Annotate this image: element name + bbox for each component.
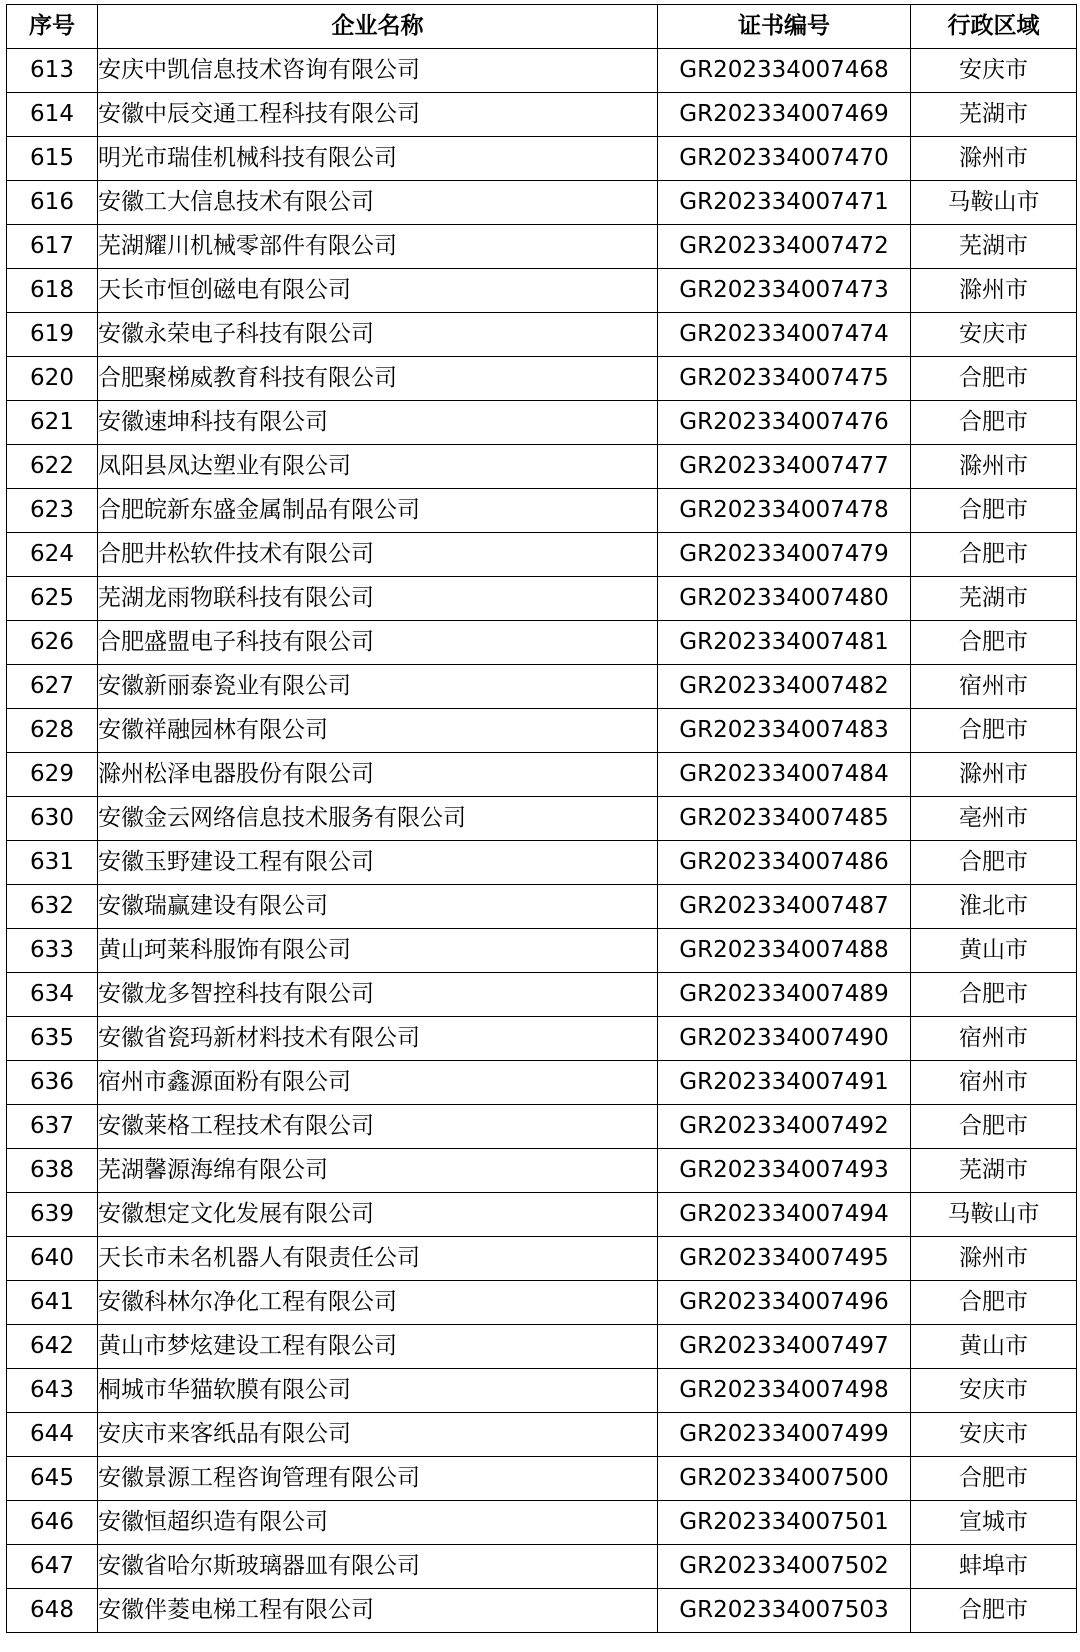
table-row	[7, 709, 1077, 753]
company-name: 安徽金云网络信息技术服务有限公司	[98, 797, 658, 841]
table-row	[7, 533, 1077, 577]
region-name: 合肥市	[911, 533, 1077, 577]
certificate-number: GR202334007476	[658, 401, 911, 445]
row-index: 640	[7, 1237, 98, 1281]
table-row	[7, 1017, 1077, 1061]
certificate-number: GR202334007478	[658, 489, 911, 533]
table-row	[7, 181, 1077, 225]
certificate-number: GR202334007475	[658, 357, 911, 401]
table-row	[7, 269, 1077, 313]
region-name: 滁州市	[911, 753, 1077, 797]
table-row	[7, 973, 1077, 1017]
company-name: 安庆中凯信息技术咨询有限公司	[98, 49, 658, 93]
company-name: 滁州松泽电器股份有限公司	[98, 753, 658, 797]
row-index: 635	[7, 1017, 98, 1061]
region-name: 合肥市	[911, 1589, 1077, 1633]
company-name: 黄山市梦炫建设工程有限公司	[98, 1325, 658, 1369]
certificate-number: GR202334007469	[658, 93, 911, 137]
certificate-number: GR202334007494	[658, 1193, 911, 1237]
certificate-number: GR202334007486	[658, 841, 911, 885]
table-header	[7, 5, 1077, 49]
company-name: 黄山珂莱科服饰有限公司	[98, 929, 658, 973]
region-name: 合肥市	[911, 357, 1077, 401]
table-row	[7, 1325, 1077, 1369]
region-name: 合肥市	[911, 401, 1077, 445]
table-row	[7, 885, 1077, 929]
region-name: 滁州市	[911, 269, 1077, 313]
company-name: 芜湖馨源海绵有限公司	[98, 1149, 658, 1193]
row-index: 643	[7, 1369, 98, 1413]
certificate-number: GR202334007502	[658, 1545, 911, 1589]
certificate-number: GR202334007503	[658, 1589, 911, 1633]
region-name: 合肥市	[911, 973, 1077, 1017]
company-name: 明光市瑞佳机械科技有限公司	[98, 137, 658, 181]
company-name: 安徽伴菱电梯工程有限公司	[98, 1589, 658, 1633]
row-index: 627	[7, 665, 98, 709]
region-name: 蚌埠市	[911, 1545, 1077, 1589]
header-region: 行政区域	[911, 5, 1077, 49]
table-row	[7, 49, 1077, 93]
region-name: 合肥市	[911, 709, 1077, 753]
table-row	[7, 1545, 1077, 1589]
region-name: 合肥市	[911, 1105, 1077, 1149]
company-name: 安徽恒超织造有限公司	[98, 1501, 658, 1545]
table-row	[7, 1237, 1077, 1281]
region-name: 合肥市	[911, 841, 1077, 885]
row-index: 614	[7, 93, 98, 137]
company-name: 凤阳县凤达塑业有限公司	[98, 445, 658, 489]
region-name: 安庆市	[911, 1369, 1077, 1413]
company-name: 天长市恒创磁电有限公司	[98, 269, 658, 313]
row-index: 636	[7, 1061, 98, 1105]
region-name: 合肥市	[911, 1281, 1077, 1325]
company-name: 安徽想定文化发展有限公司	[98, 1193, 658, 1237]
region-name: 滁州市	[911, 445, 1077, 489]
row-index: 648	[7, 1589, 98, 1633]
company-name: 合肥聚梯威教育科技有限公司	[98, 357, 658, 401]
certificate-number: GR202334007479	[658, 533, 911, 577]
certificate-number: GR202334007490	[658, 1017, 911, 1061]
certificate-number: GR202334007488	[658, 929, 911, 973]
region-name: 滁州市	[911, 1237, 1077, 1281]
table-row	[7, 313, 1077, 357]
table-row	[7, 1105, 1077, 1149]
company-name: 安徽永荣电子科技有限公司	[98, 313, 658, 357]
row-index: 618	[7, 269, 98, 313]
region-name: 安庆市	[911, 313, 1077, 357]
row-index: 613	[7, 49, 98, 93]
table-body	[7, 49, 1077, 1633]
certificate-number: GR202334007468	[658, 49, 911, 93]
company-name: 桐城市华猫软膜有限公司	[98, 1369, 658, 1413]
company-name: 安徽新丽泰瓷业有限公司	[98, 665, 658, 709]
company-name: 安徽省哈尔斯玻璃器皿有限公司	[98, 1545, 658, 1589]
row-index: 647	[7, 1545, 98, 1589]
table-row	[7, 1369, 1077, 1413]
certificate-table	[6, 4, 1077, 1633]
table-row	[7, 93, 1077, 137]
certificate-number: GR202334007473	[658, 269, 911, 313]
table-row	[7, 1061, 1077, 1105]
row-index: 621	[7, 401, 98, 445]
company-name: 宿州市鑫源面粉有限公司	[98, 1061, 658, 1105]
row-index: 633	[7, 929, 98, 973]
table-row	[7, 577, 1077, 621]
row-index: 619	[7, 313, 98, 357]
company-name: 安徽龙多智控科技有限公司	[98, 973, 658, 1017]
table-row	[7, 445, 1077, 489]
company-name: 安徽景源工程咨询管理有限公司	[98, 1457, 658, 1501]
table-row	[7, 137, 1077, 181]
company-name: 安徽速坤科技有限公司	[98, 401, 658, 445]
table-row	[7, 1589, 1077, 1633]
table-row	[7, 1501, 1077, 1545]
table-row	[7, 1413, 1077, 1457]
certificate-number: GR202334007497	[658, 1325, 911, 1369]
region-name: 滁州市	[911, 137, 1077, 181]
company-name: 安徽省瓷玛新材料技术有限公司	[98, 1017, 658, 1061]
region-name: 芜湖市	[911, 1149, 1077, 1193]
certificate-number: GR202334007484	[658, 753, 911, 797]
certificate-number: GR202334007487	[658, 885, 911, 929]
region-name: 合肥市	[911, 1457, 1077, 1501]
table-row	[7, 665, 1077, 709]
certificate-number: GR202334007483	[658, 709, 911, 753]
table-row	[7, 621, 1077, 665]
row-index: 616	[7, 181, 98, 225]
row-index: 622	[7, 445, 98, 489]
table-row	[7, 753, 1077, 797]
row-index: 639	[7, 1193, 98, 1237]
company-name: 安徽祥融园林有限公司	[98, 709, 658, 753]
row-index: 623	[7, 489, 98, 533]
region-name: 安庆市	[911, 1413, 1077, 1457]
row-index: 637	[7, 1105, 98, 1149]
certificate-number: GR202334007501	[658, 1501, 911, 1545]
certificate-number: GR202334007493	[658, 1149, 911, 1193]
company-name: 安徽莱格工程技术有限公司	[98, 1105, 658, 1149]
row-index: 615	[7, 137, 98, 181]
row-index: 634	[7, 973, 98, 1017]
row-index: 624	[7, 533, 98, 577]
region-name: 芜湖市	[911, 577, 1077, 621]
header-row	[7, 5, 1077, 49]
row-index: 642	[7, 1325, 98, 1369]
region-name: 宿州市	[911, 1017, 1077, 1061]
certificate-number: GR202334007500	[658, 1457, 911, 1501]
company-name: 安徽科林尔净化工程有限公司	[98, 1281, 658, 1325]
table-row	[7, 841, 1077, 885]
region-name: 合肥市	[911, 489, 1077, 533]
certificate-number: GR202334007474	[658, 313, 911, 357]
region-name: 黄山市	[911, 1325, 1077, 1369]
company-name: 合肥盛盟电子科技有限公司	[98, 621, 658, 665]
row-index: 620	[7, 357, 98, 401]
row-index: 646	[7, 1501, 98, 1545]
row-index: 645	[7, 1457, 98, 1501]
certificate-number: GR202334007470	[658, 137, 911, 181]
certificate-number: GR202334007498	[658, 1369, 911, 1413]
region-name: 芜湖市	[911, 93, 1077, 137]
row-index: 638	[7, 1149, 98, 1193]
row-index: 628	[7, 709, 98, 753]
table-row	[7, 225, 1077, 269]
certificate-number: GR202334007481	[658, 621, 911, 665]
region-name: 宿州市	[911, 665, 1077, 709]
row-index: 632	[7, 885, 98, 929]
table-row	[7, 929, 1077, 973]
row-index: 644	[7, 1413, 98, 1457]
certificate-number: GR202334007492	[658, 1105, 911, 1149]
certificate-number: GR202334007495	[658, 1237, 911, 1281]
company-name: 安徽瑞赢建设有限公司	[98, 885, 658, 929]
region-name: 淮北市	[911, 885, 1077, 929]
certificate-number: GR202334007472	[658, 225, 911, 269]
row-index: 641	[7, 1281, 98, 1325]
company-name: 合肥井松软件技术有限公司	[98, 533, 658, 577]
certificate-number: GR202334007485	[658, 797, 911, 841]
header-certificate: 证书编号	[658, 5, 911, 49]
row-index: 630	[7, 797, 98, 841]
company-name: 芜湖龙雨物联科技有限公司	[98, 577, 658, 621]
company-name: 安庆市来客纸品有限公司	[98, 1413, 658, 1457]
certificate-number: GR202334007496	[658, 1281, 911, 1325]
company-name: 安徽工大信息技术有限公司	[98, 181, 658, 225]
company-name: 安徽玉野建设工程有限公司	[98, 841, 658, 885]
table-row	[7, 1149, 1077, 1193]
certificate-number: GR202334007471	[658, 181, 911, 225]
row-index: 629	[7, 753, 98, 797]
region-name: 芜湖市	[911, 225, 1077, 269]
region-name: 马鞍山市	[911, 1193, 1077, 1237]
table-row	[7, 1281, 1077, 1325]
region-name: 马鞍山市	[911, 181, 1077, 225]
header-company: 企业名称	[98, 5, 658, 49]
row-index: 617	[7, 225, 98, 269]
row-index: 625	[7, 577, 98, 621]
table-row	[7, 357, 1077, 401]
table-row	[7, 489, 1077, 533]
company-name: 芜湖耀川机械零部件有限公司	[98, 225, 658, 269]
certificate-number: GR202334007480	[658, 577, 911, 621]
region-name: 宿州市	[911, 1061, 1077, 1105]
certificate-number: GR202334007477	[658, 445, 911, 489]
certificate-number: GR202334007489	[658, 973, 911, 1017]
row-index: 631	[7, 841, 98, 885]
table-row	[7, 401, 1077, 445]
company-name: 合肥皖新东盛金属制品有限公司	[98, 489, 658, 533]
header-index: 序号	[7, 5, 98, 49]
company-name: 安徽中辰交通工程科技有限公司	[98, 93, 658, 137]
certificate-number: GR202334007499	[658, 1413, 911, 1457]
row-index: 626	[7, 621, 98, 665]
region-name: 宣城市	[911, 1501, 1077, 1545]
certificate-number: GR202334007491	[658, 1061, 911, 1105]
region-name: 合肥市	[911, 621, 1077, 665]
region-name: 安庆市	[911, 49, 1077, 93]
company-name: 天长市未名机器人有限责任公司	[98, 1237, 658, 1281]
table-row	[7, 1193, 1077, 1237]
region-name: 亳州市	[911, 797, 1077, 841]
table-row	[7, 797, 1077, 841]
certificate-number: GR202334007482	[658, 665, 911, 709]
region-name: 黄山市	[911, 929, 1077, 973]
table-row	[7, 1457, 1077, 1501]
